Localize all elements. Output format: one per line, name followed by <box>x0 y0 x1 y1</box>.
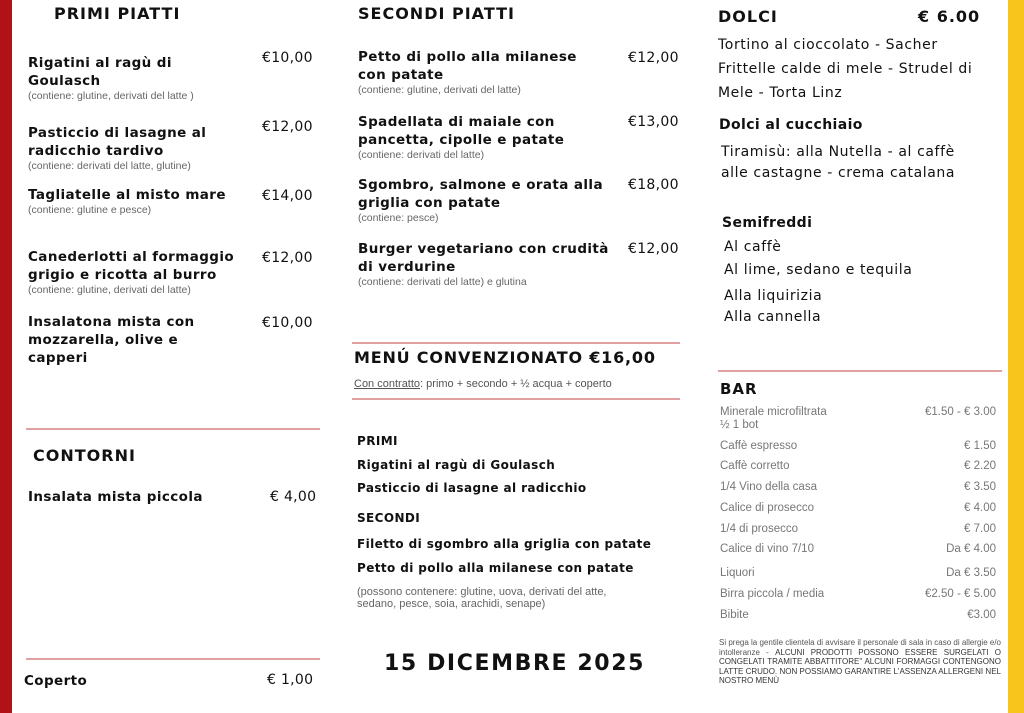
bar-item-price: € 2.20 <box>964 460 996 472</box>
bar-row <box>720 502 996 514</box>
section-divider <box>26 658 320 660</box>
convenzionato-secondo: Filetto di sgombro alla griglia con patate <box>357 537 652 551</box>
bar-row <box>720 481 996 493</box>
bar-item-name: Caffè corretto <box>720 460 790 472</box>
secondi-title: SECONDI PIATTI <box>358 4 515 23</box>
bar-row <box>720 440 996 452</box>
dish-allergens: (contiene: glutine, derivati del latte) <box>358 84 521 96</box>
menu-date: 15 DICEMBRE 2025 <box>384 651 646 676</box>
primi-item <box>28 248 318 296</box>
dish-price: €18,00 <box>628 177 679 193</box>
convenzionato-primo: Pasticcio di lasagne al radicchio <box>357 481 587 495</box>
contract-link[interactable]: Con contratto <box>354 378 421 390</box>
dolci-line: Frittelle calde di mele - Strudel di <box>718 61 973 77</box>
dish-allergens: (contiene: derivati del latte) <box>358 149 485 161</box>
dish-price: €10,00 <box>262 50 313 66</box>
convenzionato-secondi-label: SECONDI <box>357 511 421 525</box>
disclaimer-text: Si prega la gentile clientela di avvisare il personale di sala in caso di allergie e/o intolleranze - <box>719 638 1001 657</box>
yellow-border-decoration <box>1008 0 1024 713</box>
dish-name: Canederlotti al formaggio grigio e ricotta al burro <box>28 249 235 283</box>
disclaimer-warning: ALCUNI PRODOTTI POSSONO ESSERE SURGELATI O CONGELATI TRAMITE ABBATTITORE" ALCUNI FORMAGGI CONTENGONO LATTE CRUDO. NON POSSIAMO GARANTIRE L'ASSENZA ALLERGENI NEL NOSTRO MENÙ <box>719 647 1001 685</box>
dolci-line: Mele - Torta Linz <box>718 85 843 101</box>
bar-item-price: €1.50 - € 3.00 <box>925 406 996 418</box>
dish-name: Rigatini al ragù di Goulasch <box>28 55 172 89</box>
dish-allergens: (contiene: pesce) <box>358 212 439 224</box>
contract-terms: : primo + secondo + ½ acqua + coperto <box>420 378 612 390</box>
section-divider <box>352 398 680 400</box>
bar-row <box>720 567 996 579</box>
bar-item-price: € 4.00 <box>964 502 996 514</box>
dish-allergens: (contiene: glutine, derivati del latte) <box>28 284 191 296</box>
primi-item <box>28 50 318 102</box>
bar-item-name: 1/4 di prosecco <box>720 523 798 535</box>
bar-item-name: Caffè espresso <box>720 440 798 452</box>
bar-row <box>720 543 996 555</box>
bar-item-name: Minerale microfiltrata <box>720 406 827 418</box>
cucchiaio-line: alle castagne - crema catalana <box>721 165 956 181</box>
cucchiaio-title: Dolci al cucchiaio <box>719 117 863 133</box>
dish-allergens: (contiene: glutine, derivati del latte ) <box>28 90 194 102</box>
dish-allergens: (contiene: derivati del latte, glutine) <box>28 160 191 172</box>
semifreddo-item: Alla cannella <box>724 309 822 325</box>
secondi-item <box>358 240 680 288</box>
semifreddi-title: Semifreddi <box>722 215 813 231</box>
bar-item-name: Calice di vino 7/10 <box>720 543 814 555</box>
dolci-line: Tortino al cioccolato - Sacher <box>718 37 938 53</box>
dish-name: Pasticcio di lasagne al radicchio tardivo <box>28 125 207 159</box>
bar-item-price: € 7.00 <box>964 523 996 535</box>
coperto-label: Coperto <box>24 673 88 689</box>
secondi-item <box>358 48 680 96</box>
allergy-disclaimer <box>719 638 1001 686</box>
dish-price: €12,00 <box>628 241 679 257</box>
bar-item-name: 1/4 Vino della casa <box>720 481 817 493</box>
semifreddo-item: Al caffè <box>724 239 782 255</box>
secondi-item <box>358 113 680 161</box>
section-divider <box>718 370 1002 372</box>
dish-name: Sgombro, salmone e orata alla griglia con patate <box>358 177 603 211</box>
dish-name: Tagliatelle al misto mare <box>28 187 226 203</box>
bar-item-price: €2.50 - € 5.00 <box>925 588 996 600</box>
dish-name: Spadellata di maiale con pancetta, cipolle e patate <box>358 114 565 148</box>
bar-row <box>720 460 996 472</box>
red-border-decoration <box>0 0 12 713</box>
bar-item-price: Da € 4.00 <box>946 543 996 555</box>
convenzionato-allergens: (possono contenere: glutine, uova, derivati del atte, sedano, pesce, soia, arachidi, senape) <box>357 586 607 610</box>
dish-price: €12,00 <box>262 119 313 135</box>
dish-price: €10,00 <box>262 315 313 331</box>
bar-item-name: Calice di prosecco <box>720 502 814 514</box>
dolci-price: € 6.00 <box>918 7 981 26</box>
dish-name: Insalatona mista con mozzarella, olive e capperi <box>28 314 195 366</box>
section-divider <box>352 342 680 344</box>
dish-allergens: (contiene: glutine e pesce) <box>28 204 152 216</box>
section-divider <box>26 428 320 430</box>
bar-row <box>720 609 996 621</box>
dish-price: €12,00 <box>628 50 679 66</box>
bar-item-sub: ½ 1 bot <box>720 419 759 431</box>
secondi-item <box>358 176 680 224</box>
convenzionato-primo: Rigatini al ragù di Goulasch <box>357 458 556 472</box>
convenzionato-secondo: Petto di pollo alla milanese con patate <box>357 561 634 575</box>
bar-row <box>720 406 996 432</box>
bar-title: BAR <box>720 380 758 398</box>
bar-item-name: Bibite <box>720 609 749 621</box>
primi-item <box>28 119 318 172</box>
dish-allergens: (contiene: derivati del latte) e glutina <box>358 276 527 288</box>
dish-price: €13,00 <box>628 114 679 130</box>
contorni-item: Insalata mista piccola <box>28 489 203 505</box>
convenzionato-subtitle <box>354 378 612 390</box>
convenzionato-primi-label: PRIMI <box>357 434 398 448</box>
contorni-title: CONTORNI <box>33 446 136 465</box>
dolci-title: DOLCI <box>718 7 778 26</box>
dish-price: €12,00 <box>262 250 313 266</box>
contorni-price: € 4,00 <box>270 489 317 505</box>
primi-item <box>28 186 318 216</box>
convenzionato-title: MENÚ CONVENZIONATO €16,00 <box>354 348 656 367</box>
dish-price: €14,00 <box>262 188 313 204</box>
coperto-price: € 1,00 <box>267 672 314 688</box>
bar-item-price: €3.00 <box>967 609 996 621</box>
bar-item-price: € 3.50 <box>964 481 996 493</box>
cucchiaio-line: Tiramisù: alla Nutella - al caffè <box>721 144 955 160</box>
bar-item-name: Liquori <box>720 567 755 579</box>
bar-row <box>720 523 996 535</box>
semifreddo-item: Al lime, sedano e tequila <box>724 262 913 278</box>
primi-item <box>28 313 318 367</box>
dish-name: Burger vegetariano con crudità di verdurine <box>358 241 609 275</box>
bar-item-price: € 1.50 <box>964 440 996 452</box>
bar-row <box>720 588 996 600</box>
bar-item-name: Birra piccola / media <box>720 588 825 600</box>
semifreddo-item: Alla liquirizia <box>724 288 823 304</box>
dish-name: Petto di pollo alla milanese con patate <box>358 49 577 83</box>
bar-item-price: Da € 3.50 <box>946 567 996 579</box>
primi-title: PRIMI PIATTI <box>54 4 181 23</box>
